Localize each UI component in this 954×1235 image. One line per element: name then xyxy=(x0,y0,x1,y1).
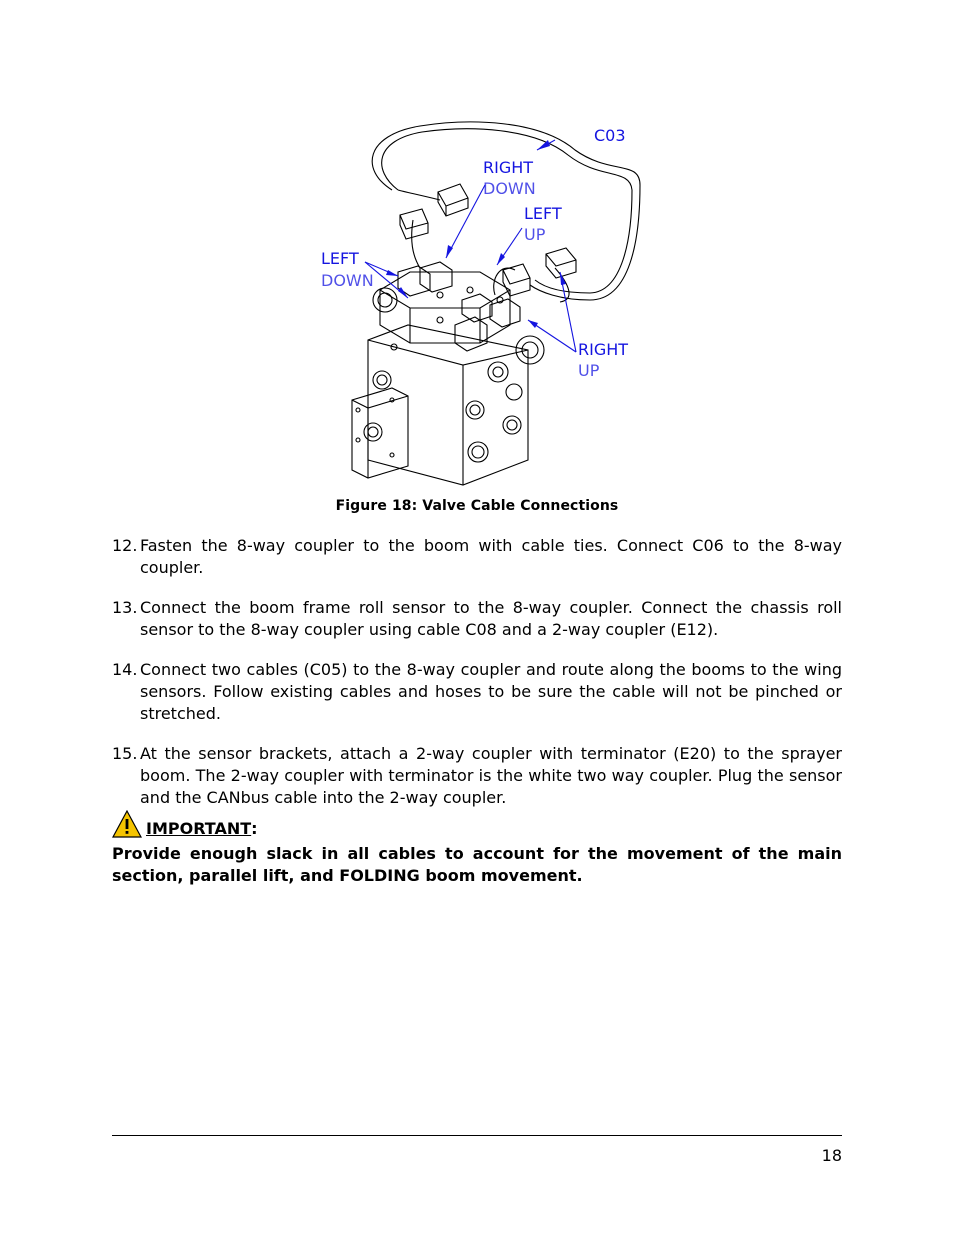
connector-right-down xyxy=(438,184,468,216)
label-left-up-2: UP xyxy=(524,225,546,244)
important-colon: : xyxy=(251,819,258,838)
warning-icon xyxy=(112,810,142,838)
figure-caption: Figure 18: Valve Cable Connections xyxy=(335,498,619,514)
step-item xyxy=(112,597,842,641)
footer-rule xyxy=(112,1135,842,1136)
label-left-down-2: DOWN xyxy=(321,271,374,290)
step-text: At the sensor brackets, attach a 2-way coupler with terminator (E20) to the sprayer boom. The 2-way coupler with terminator is the white two way coupler. Plug the sensor and the CANbus cable into the 2-way coupler. xyxy=(140,744,842,807)
valve-cable-illustration xyxy=(300,110,660,495)
important-heading xyxy=(112,804,258,838)
label-right-up-1: RIGHT xyxy=(578,340,629,359)
connector-left-down-upper xyxy=(400,209,428,239)
important-label: IMPORTANT xyxy=(146,819,252,838)
step-number: 15. xyxy=(112,744,138,763)
label-c03: C03 xyxy=(594,126,626,145)
step-number: 12. xyxy=(112,536,138,555)
manifold-block xyxy=(352,325,528,485)
label-right-down-2: DOWN xyxy=(483,179,536,198)
label-right-up-2: UP xyxy=(578,361,600,380)
step-text: Connect the boom frame roll sensor to the 8-way coupler. Connect the chassis roll sensor to the 8-way coupler using cable C08 and a 2-way coupler (E12). xyxy=(140,598,842,639)
cable-c03 xyxy=(372,122,640,300)
step-item xyxy=(112,743,842,809)
page-number: 18 xyxy=(821,1146,842,1165)
step-item xyxy=(112,659,842,725)
step-number: 14. xyxy=(112,660,138,679)
important-notice: Provide enough slack in all cables to account for the movement of the main section, parallel lift, and FOLDING boom movement. xyxy=(112,844,842,885)
solenoid-block xyxy=(373,262,544,364)
step-text: Fasten the 8-way coupler to the boom with cable ties. Connect C06 to the 8-way coupler. xyxy=(140,536,842,577)
label-right-down-1: RIGHT xyxy=(483,158,534,177)
label-left-up-1: LEFT xyxy=(524,204,562,223)
valve-diagram xyxy=(300,110,660,495)
label-left-down-1: LEFT xyxy=(321,249,359,268)
step-number: 13. xyxy=(112,598,138,617)
instruction-list xyxy=(112,535,842,827)
step-item xyxy=(112,535,842,579)
connector-right-up xyxy=(546,248,576,278)
step-text: Connect two cables (C05) to the 8-way coupler and route along the booms to the wing sensors. Follow existing cables and hoses to be sure the cable will not be pinched or stretched. xyxy=(140,660,842,723)
